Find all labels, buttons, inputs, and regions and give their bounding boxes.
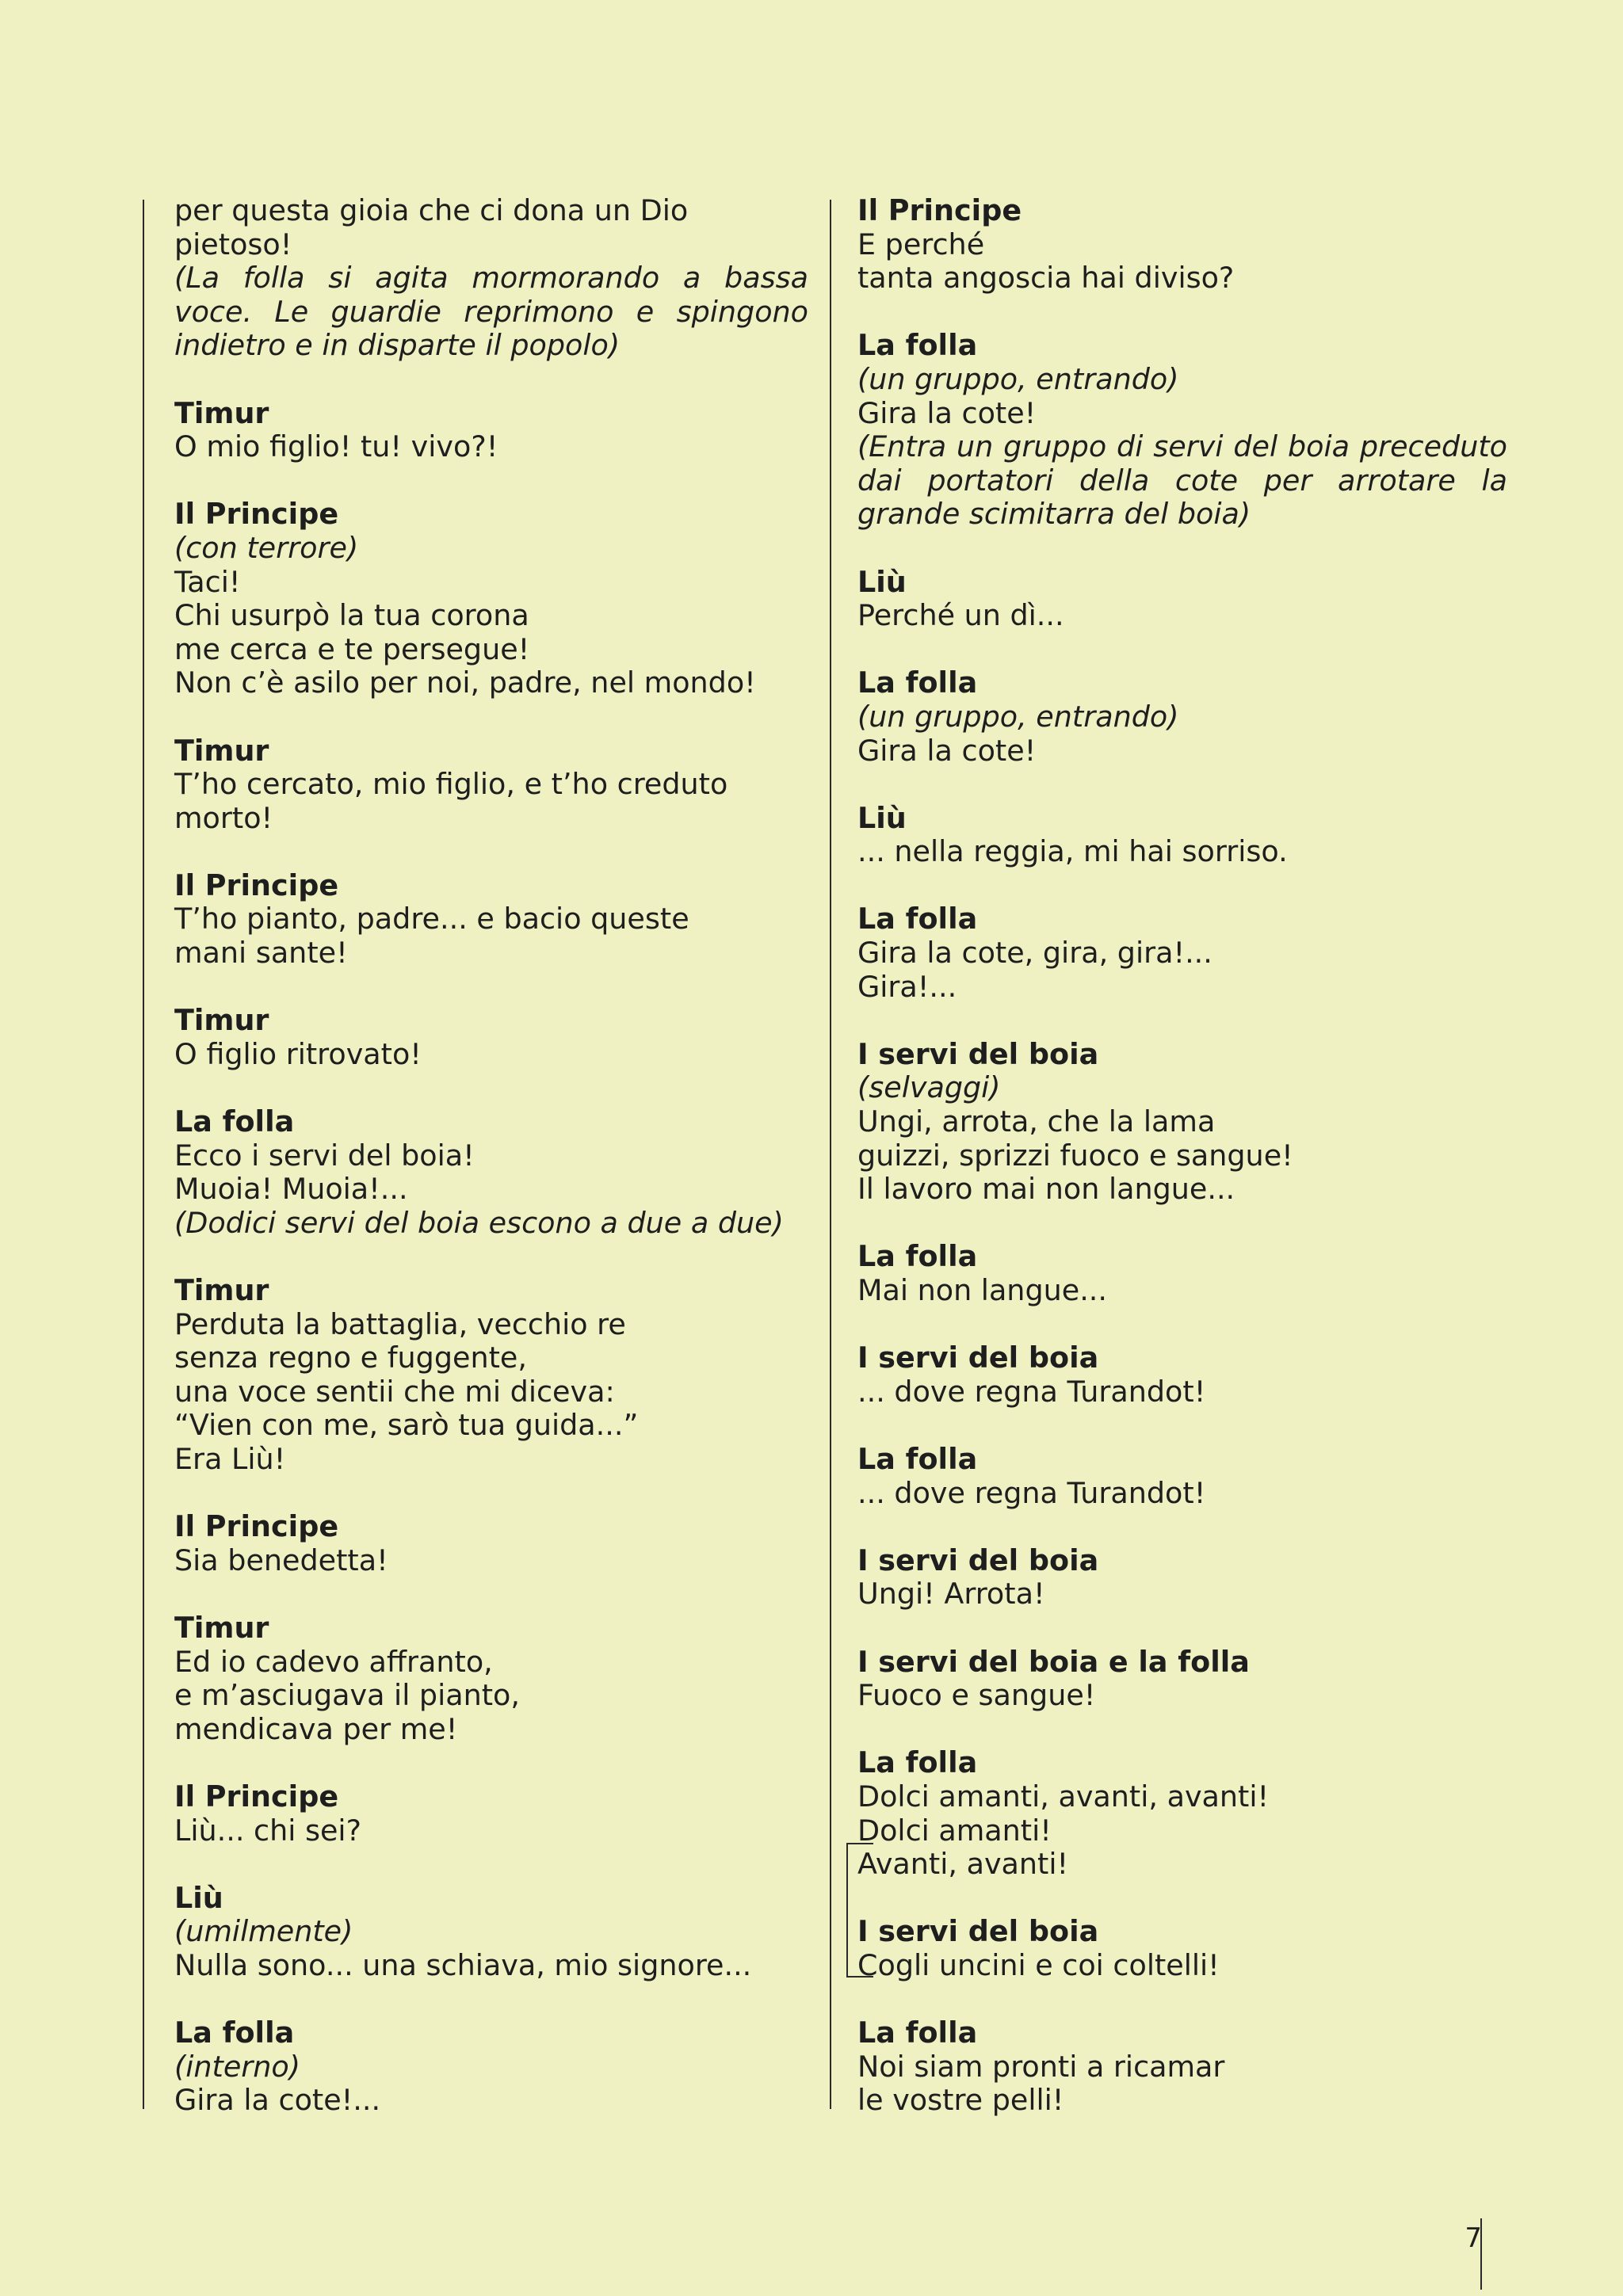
lyric-line: e m’asciugava il pianto, bbox=[174, 1678, 520, 1713]
dialogue-block bbox=[174, 1611, 808, 1746]
dialogue-block bbox=[857, 1746, 1507, 1881]
lyric-line: Noi siam pronti a ricamar bbox=[857, 2049, 1225, 2084]
lyric-line: Ecco i servi del boia! bbox=[174, 1138, 475, 1173]
lyric-line: Perché un dì... bbox=[857, 598, 1064, 633]
lyric-line: Gira la cote!... bbox=[174, 2083, 381, 2118]
dialogue-block bbox=[857, 2016, 1507, 2118]
speaker-name: Timur bbox=[174, 733, 269, 768]
lyric-line: Ed io cadevo affranto, bbox=[174, 1644, 493, 1679]
dialogue-block bbox=[174, 734, 808, 836]
stage-direction: (con terrore) bbox=[174, 530, 359, 565]
speaker-name: Liù bbox=[174, 1880, 223, 1915]
dialogue-block bbox=[857, 1240, 1507, 1307]
dialogue-block bbox=[174, 1882, 808, 1983]
lyric-line: Ungi, arrota, che la lama bbox=[857, 1104, 1216, 1139]
lyric-line: Fuoco e sangue! bbox=[857, 1678, 1096, 1713]
speaker-name: Timur bbox=[174, 1003, 269, 1038]
lyric-line: Chi usurpò la tua corona bbox=[174, 598, 529, 633]
dialogue-block bbox=[857, 802, 1507, 869]
lyric-line: pietoso! bbox=[174, 227, 292, 261]
stage-direction: (La folla si agita mormorando a bassa voce. Le guardie reprimono e spingono indietro e in disparte il popolo) bbox=[174, 261, 818, 363]
speaker-name: Liù bbox=[857, 800, 907, 835]
speaker-name: La folla bbox=[857, 1239, 978, 1274]
stage-direction: (un gruppo, entrando) bbox=[857, 361, 1179, 396]
lyric-line: mani sante! bbox=[174, 936, 348, 971]
dialogue-block bbox=[857, 666, 1507, 768]
lyric-line: Mai non langue... bbox=[857, 1273, 1108, 1307]
speaker-name: I servi del boia bbox=[857, 1036, 1099, 1071]
lyric-line: me cerca e te persegue! bbox=[174, 631, 530, 666]
lyric-line: Muoia! Muoia!... bbox=[174, 1172, 408, 1207]
lyric-line: Dolci amanti, avanti, avanti! bbox=[857, 1779, 1270, 1814]
stage-direction: (un gruppo, entrando) bbox=[857, 699, 1179, 734]
margin-bracket bbox=[846, 1843, 873, 1978]
lyric-line: Dolci amanti! bbox=[857, 1813, 1052, 1848]
speaker-name: La folla bbox=[857, 902, 978, 936]
speaker-name: La folla bbox=[857, 2016, 978, 2050]
dialogue-block bbox=[857, 1038, 1507, 1207]
speaker-name: Il Principe bbox=[174, 868, 339, 902]
dialogue-block bbox=[174, 2016, 808, 2118]
stage-direction: (Entra un gruppo di servi del boia preceduto dai portatori della cote per arrotare la grande scimitarra del boia) bbox=[857, 429, 1517, 532]
dialogue-block bbox=[174, 1780, 808, 1848]
dialogue-block bbox=[174, 193, 818, 363]
speaker-name: Il Principe bbox=[174, 1779, 339, 1814]
speaker-name: I servi del boia bbox=[857, 1341, 1099, 1375]
lyric-line: una voce sentii che mi diceva: bbox=[174, 1374, 615, 1409]
dialogue-block bbox=[857, 1443, 1507, 1510]
lyric-line: Taci! bbox=[174, 564, 241, 599]
speaker-name: Il Principe bbox=[857, 193, 1022, 227]
speaker-name: La folla bbox=[174, 1104, 295, 1139]
lyric-line: “Vien con me, sarò tua guida...” bbox=[174, 1408, 639, 1443]
dialogue-block bbox=[857, 566, 1507, 633]
lyric-line: Gira!... bbox=[857, 969, 957, 1004]
lyric-line: Non c’è asilo per noi, padre, nel mondo! bbox=[174, 666, 756, 700]
dialogue-block bbox=[174, 498, 808, 700]
stage-direction: (Dodici servi del boia escono a due a due) bbox=[174, 1205, 784, 1240]
speaker-name: Il Principe bbox=[174, 1509, 339, 1544]
lyric-line: Nulla sono... una schiava, mio signore... bbox=[174, 1947, 752, 1982]
lyric-line: tanta angoscia hai diviso? bbox=[857, 261, 1235, 296]
dialogue-block bbox=[857, 1341, 1507, 1409]
speaker-name: Liù bbox=[857, 564, 907, 599]
stage-direction: (selvaggi) bbox=[857, 1070, 1001, 1105]
lyric-line: O figlio ritrovato! bbox=[174, 1036, 422, 1071]
dialogue-block bbox=[857, 1544, 1507, 1611]
dialogue-block bbox=[174, 1274, 808, 1477]
lyric-line: ... dove regna Turandot! bbox=[857, 1475, 1206, 1510]
lyric-line: E perché bbox=[857, 227, 985, 261]
right-margin-rule bbox=[830, 200, 831, 2109]
lyric-line: Cogli uncini e coi coltelli! bbox=[857, 1947, 1220, 1982]
speaker-name: La folla bbox=[857, 1441, 978, 1476]
speaker-name: I servi del boia bbox=[857, 1543, 1099, 1577]
lyric-line: T’ho cercato, mio figlio, e t’ho creduto bbox=[174, 767, 728, 802]
lyric-line: ... nella reggia, mi hai sorriso. bbox=[857, 834, 1288, 869]
speaker-name: I servi del boia e la folla bbox=[857, 1644, 1250, 1679]
dialogue-block bbox=[857, 1915, 1507, 1982]
lyric-line: O mio figlio! tu! vivo?! bbox=[174, 429, 498, 464]
lyric-line: ... dove regna Turandot! bbox=[857, 1374, 1206, 1409]
dialogue-block bbox=[857, 194, 1507, 296]
dialogue-block bbox=[174, 869, 808, 971]
lyric-line: Gira la cote, gira, gira!... bbox=[857, 936, 1212, 971]
left-margin-rule bbox=[143, 200, 144, 2109]
lyric-line: Perduta la battaglia, vecchio re bbox=[174, 1306, 626, 1341]
lyric-line: Il lavoro mai non langue... bbox=[857, 1172, 1235, 1207]
speaker-name: La folla bbox=[174, 2016, 295, 2050]
dialogue-block bbox=[857, 328, 1517, 532]
lyric-line: Gira la cote! bbox=[857, 395, 1037, 430]
lyric-line: senza regno e fuggente, bbox=[174, 1341, 527, 1375]
lyric-line: mendicava per me! bbox=[174, 1711, 458, 1746]
stage-direction: (interno) bbox=[174, 2049, 300, 2084]
speaker-name: La folla bbox=[857, 1745, 978, 1780]
speaker-name: Il Principe bbox=[174, 497, 339, 532]
speaker-name: Timur bbox=[174, 1273, 269, 1307]
lyric-line: guizzi, sprizzi fuoco e sangue! bbox=[857, 1138, 1293, 1173]
dialogue-block bbox=[174, 397, 808, 464]
lyric-line: Avanti, avanti! bbox=[857, 1847, 1069, 1882]
dialogue-block bbox=[857, 902, 1507, 1004]
speaker-name: Timur bbox=[174, 395, 269, 430]
speaker-name: La folla bbox=[857, 666, 978, 700]
lyric-line: per questa gioia che ci dona un Dio bbox=[174, 193, 689, 227]
left-column bbox=[174, 193, 818, 2151]
lyric-line: Era Liù! bbox=[174, 1441, 286, 1476]
right-column bbox=[857, 193, 1517, 2151]
lyric-line: morto! bbox=[174, 800, 273, 835]
dialogue-block bbox=[174, 1004, 808, 1071]
speaker-name: Timur bbox=[174, 1610, 269, 1645]
lyric-line: Liù... chi sei? bbox=[174, 1813, 361, 1848]
lyric-line: Gira la cote! bbox=[857, 733, 1037, 768]
stage-direction: (umilmente) bbox=[174, 1914, 353, 1949]
dialogue-block bbox=[857, 1646, 1507, 1713]
lyric-line: Ungi! Arrota! bbox=[857, 1577, 1045, 1611]
speaker-name: La folla bbox=[857, 328, 978, 363]
page-number: 7 bbox=[1465, 2222, 1482, 2254]
lyric-line: Sia benedetta! bbox=[174, 1543, 388, 1577]
lyric-line: T’ho pianto, padre... e bacio queste bbox=[174, 902, 689, 936]
speaker-name: I servi del boia bbox=[857, 1914, 1099, 1949]
dialogue-block bbox=[174, 1105, 808, 1240]
lyric-line: le vostre pelli! bbox=[857, 2083, 1064, 2118]
dialogue-block bbox=[174, 1510, 808, 1577]
